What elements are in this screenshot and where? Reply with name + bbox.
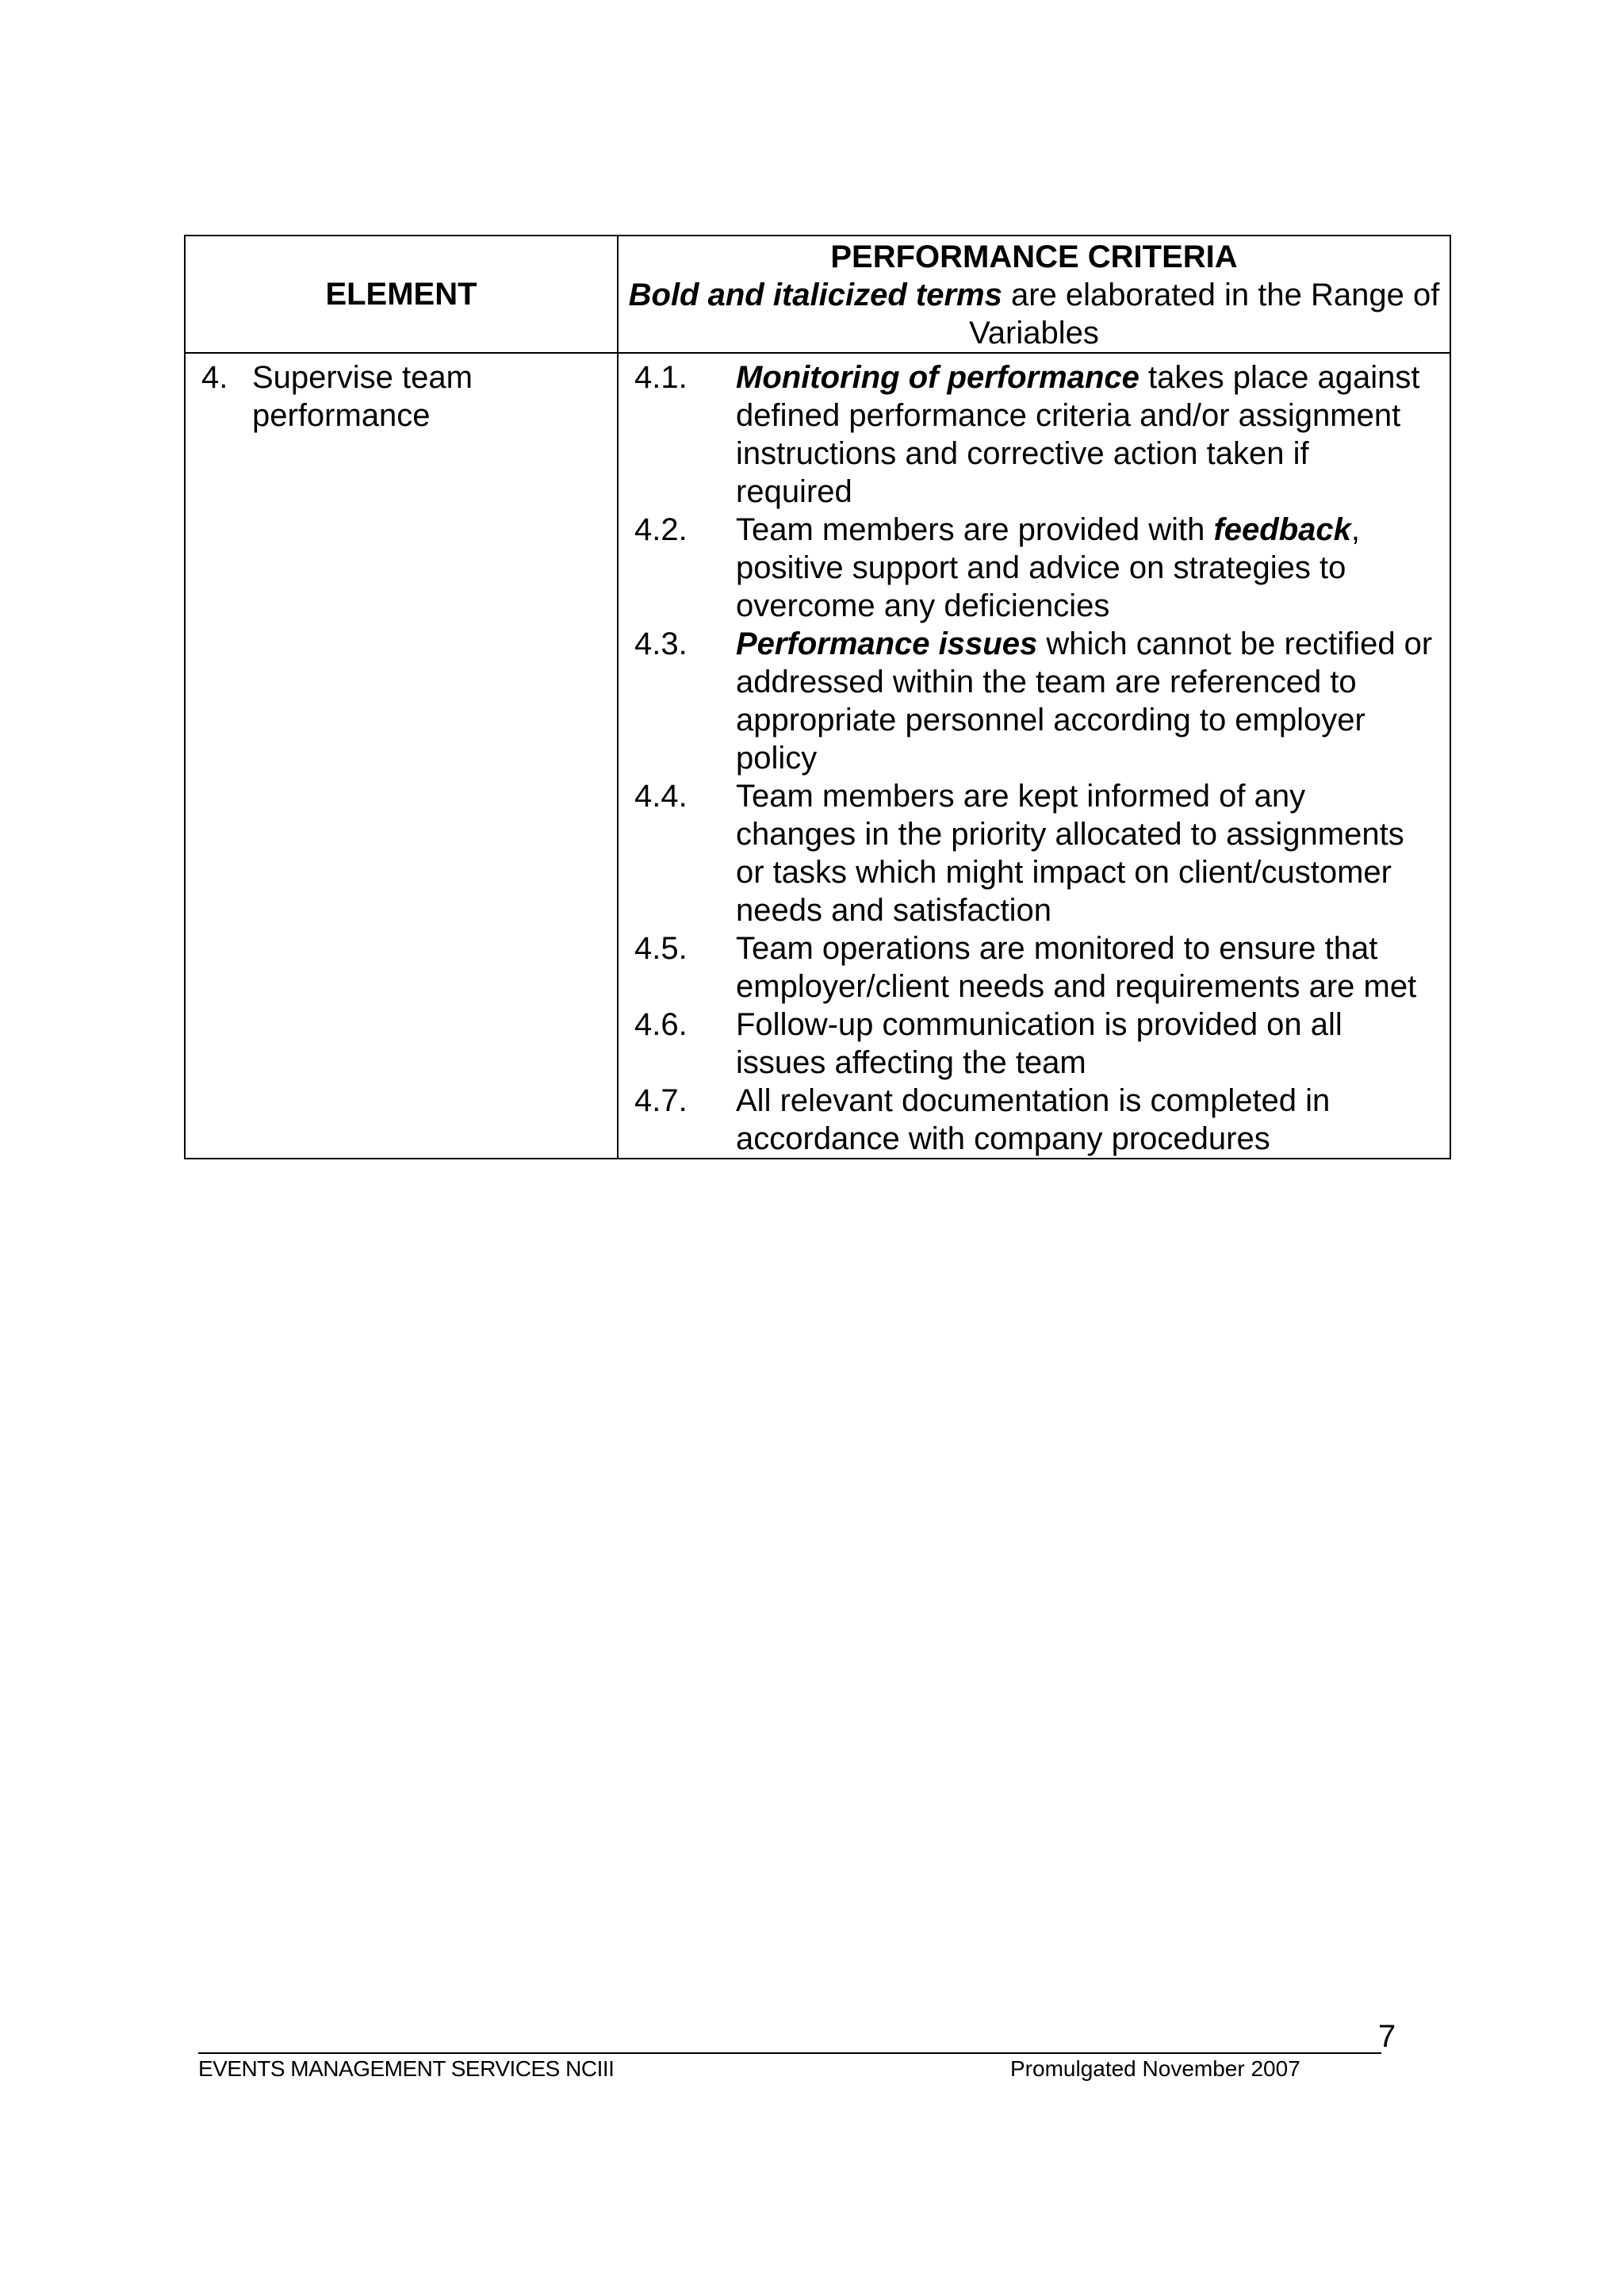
footer-divider — [198, 2052, 1381, 2054]
criterion-text — [736, 1082, 1434, 1158]
criterion-text — [736, 1006, 1434, 1082]
criterion-number: 4.3. — [634, 626, 688, 661]
criterion-item — [634, 777, 1434, 929]
criterion-number: 4.4. — [634, 779, 688, 814]
criterion-number: 4.1. — [634, 360, 688, 395]
criterion-post: , positive support and advice on strategies to overcome any deficiencies — [736, 512, 1361, 623]
criterion-text — [736, 625, 1434, 777]
footer-promulgation-date: Promulgated November 2007 — [1010, 2056, 1300, 2081]
competency-table — [184, 235, 1451, 1159]
criterion-item — [634, 625, 1434, 777]
criterion-number: 4.7. — [634, 1083, 688, 1118]
criterion-post: takes place against defined performance criteria and/or assignment instructions and corrective action taken if required — [736, 360, 1420, 509]
criterion-text — [736, 358, 1434, 511]
criterion-number: 4.5. — [634, 931, 688, 966]
criteria-header-title: PERFORMANCE CRITERIA — [830, 239, 1238, 274]
criterion-post: which cannot be rectified or addressed within the team are referenced to appropriate personnel according to employer policy — [736, 626, 1433, 776]
criterion-item — [634, 358, 1434, 511]
element-header: ELEMENT — [185, 236, 618, 353]
element-text: Supervise team performance — [252, 360, 473, 433]
criterion-pre: Team members are kept informed of any changes in the priority allocated to assignments or tasks which might impact on client/customer needs and satisfaction — [736, 779, 1404, 928]
criterion-number: 4.2. — [634, 512, 688, 547]
criterion-number: 4.6. — [634, 1007, 688, 1042]
criterion-pre: Follow-up communication is provided on all issues affecting the team — [736, 1007, 1342, 1080]
criterion-item — [634, 1082, 1434, 1158]
criterion-bold-term: Monitoring of performance — [736, 360, 1139, 395]
table-row — [185, 353, 1450, 1159]
criterion-bold-term: feedback — [1213, 512, 1351, 547]
criteria-cell — [618, 353, 1450, 1159]
criterion-pre: Team members are provided with — [736, 512, 1214, 547]
criterion-text — [736, 511, 1434, 625]
criterion-text — [736, 929, 1434, 1006]
criterion-item — [634, 511, 1434, 625]
criterion-item — [634, 1006, 1434, 1082]
criteria-header-note: are elaborated in the Range of Variables — [969, 278, 1440, 351]
criterion-item — [634, 929, 1434, 1006]
element-number: 4. — [201, 360, 228, 395]
criteria-header — [618, 236, 1450, 353]
criteria-header-note-bold: Bold and italicized terms — [628, 278, 1002, 312]
element-cell — [185, 353, 618, 1159]
footer-document-title: EVENTS MANAGEMENT SERVICES NCIII — [198, 2056, 615, 2081]
table-header-row — [185, 236, 1450, 353]
criterion-pre: Team operations are monitored to ensure that employer/client needs and requirements are met — [736, 931, 1417, 1004]
page-number: 7 — [1378, 2019, 1396, 2054]
criterion-text — [736, 777, 1434, 929]
criterion-bold-term: Performance issues — [736, 626, 1038, 661]
criterion-pre: All relevant documentation is completed in accordance with company procedures — [736, 1083, 1331, 1156]
